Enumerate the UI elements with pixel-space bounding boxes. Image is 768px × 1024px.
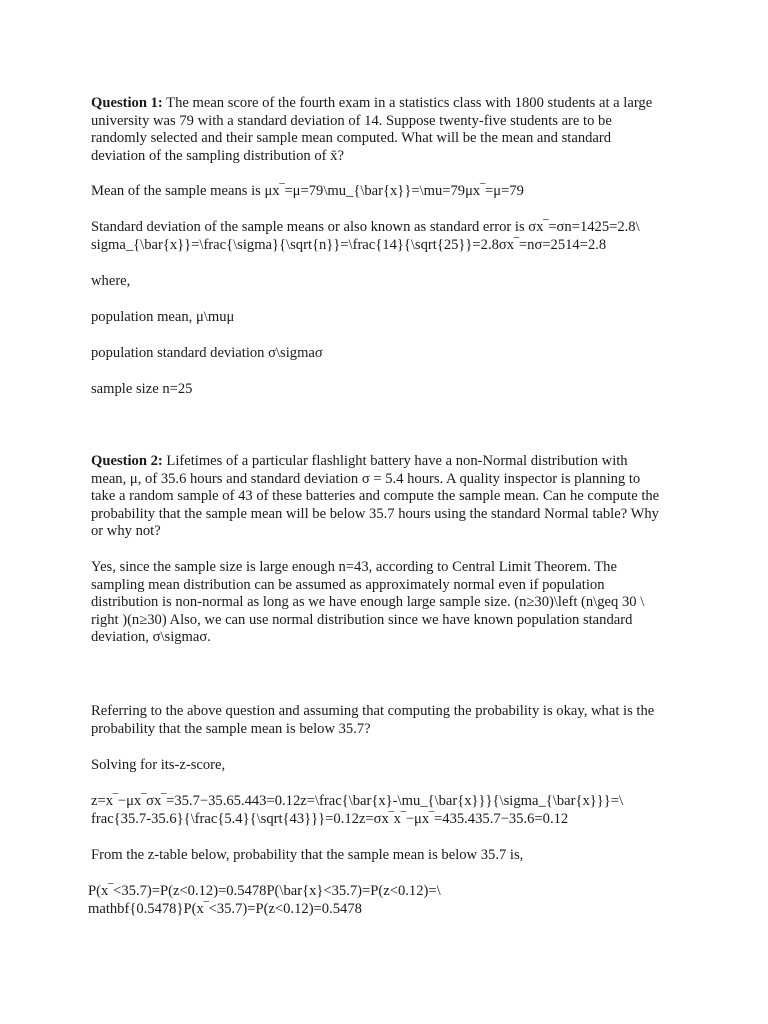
question-2-label: Question 2: xyxy=(91,453,163,469)
z-score-formula xyxy=(91,793,691,828)
question-2-text-line: mean, μ, of 35.6 hours and standard deviation σ = 5.4 hours. A quality inspector is planning to xyxy=(91,470,641,487)
standard-error-paragraph xyxy=(91,219,691,254)
mean-of-sample-means: Mean of the sample means is μx‾=μ=79\mu_{\bar{x}}=\mu=79μx‾=μ=79 xyxy=(91,183,524,199)
question-1-text-line: deviation of the sampling distribution of x̄? xyxy=(91,147,344,164)
answer-line: sampling mean distribution can be assumed as approximately normal even if population xyxy=(91,576,605,593)
probability-line: mathbf{0.5478}P(x‾<35.7)=P(z<0.12)=0.5478 xyxy=(88,900,362,917)
standard-error-line: Standard deviation of the sample means or also known as standard error is σx‾=σn=1425=2.8\ xyxy=(91,219,640,235)
answer-line: right )(n≥30) Also, we can use normal distribution since we have known population standard xyxy=(91,611,633,628)
answer-line: deviation, σ\sigmaσ. xyxy=(91,629,211,646)
answer-line: distribution is non-normal as long as we have enough large sample size. (n≥30)\left (n\geq 30 \ xyxy=(91,594,645,611)
question-1-paragraph xyxy=(91,95,691,165)
probability-line: P(x‾<35.7)=P(z<0.12)=0.5478P(\bar{x}<35.7)=P(z<0.12)=\ xyxy=(88,883,441,899)
question-1-text-line: university was 79 with a standard deviation of 14. Suppose twenty-five students are to be xyxy=(91,112,612,129)
z-formula-line: z=x‾−μx‾σx‾=35.7−35.65.443=0.12z=\frac{\bar{x}-\mu_{\bar{x}}}{\sigma_{\bar{x}}}=\ xyxy=(91,793,624,809)
question-2-text-line: or why not? xyxy=(91,523,161,540)
population-mean-definition: population mean, μ\muμ xyxy=(91,309,235,325)
question-3-paragraph xyxy=(91,703,691,738)
question-2-text-line: take a random sample of 43 of these batteries and compute the sample mean. Can he compute the xyxy=(91,488,660,505)
population-sd-definition: population standard deviation σ\sigmaσ xyxy=(91,345,323,361)
sample-size-definition: sample size n=25 xyxy=(91,381,193,397)
probability-result xyxy=(88,883,688,918)
question-1-label: Question 1: xyxy=(91,95,163,111)
answer-line: Yes, since the sample size is large enough n=43, according to Central Limit Theorem. The xyxy=(91,559,617,575)
question-2-text-line: Lifetimes of a particular flashlight battery have a non-Normal distribution with xyxy=(162,453,628,469)
standard-error-line: sigma_{\bar{x}}=\frac{\sigma}{\sqrt{n}}=\frac{14}{\sqrt{25}}=2.8σx‾=nσ=2514=2.8 xyxy=(91,236,607,253)
question-3-text-line: probability that the sample mean is below 35.7? xyxy=(91,720,371,737)
question-2-text-line: probability that the sample mean will be below 35.7 hours using the standard Normal table? Why xyxy=(91,505,659,522)
question-1-text-line: randomly selected and their sample mean computed. What will be the mean and standard xyxy=(91,130,612,147)
z-table-sentence: From the z-table below, probability that the sample mean is below 35.7 is, xyxy=(91,847,524,863)
z-formula-line: frac{35.7-35.6}{\frac{5.4}{\sqrt{43}}}=0.12z=σx‾x‾−μx‾=435.435.7−35.6=0.12 xyxy=(91,810,569,827)
where-label: where, xyxy=(91,273,131,289)
solving-z-score-label: Solving for its-z-score, xyxy=(91,757,226,773)
question-3-text-line: Referring to the above question and assuming that computing the probability is okay, what is the xyxy=(91,703,655,719)
question-2-paragraph xyxy=(91,453,691,541)
question-1-text-line: The mean score of the fourth exam in a statistics class with 1800 students at a large xyxy=(162,95,653,111)
question-2-answer-paragraph xyxy=(91,559,691,647)
